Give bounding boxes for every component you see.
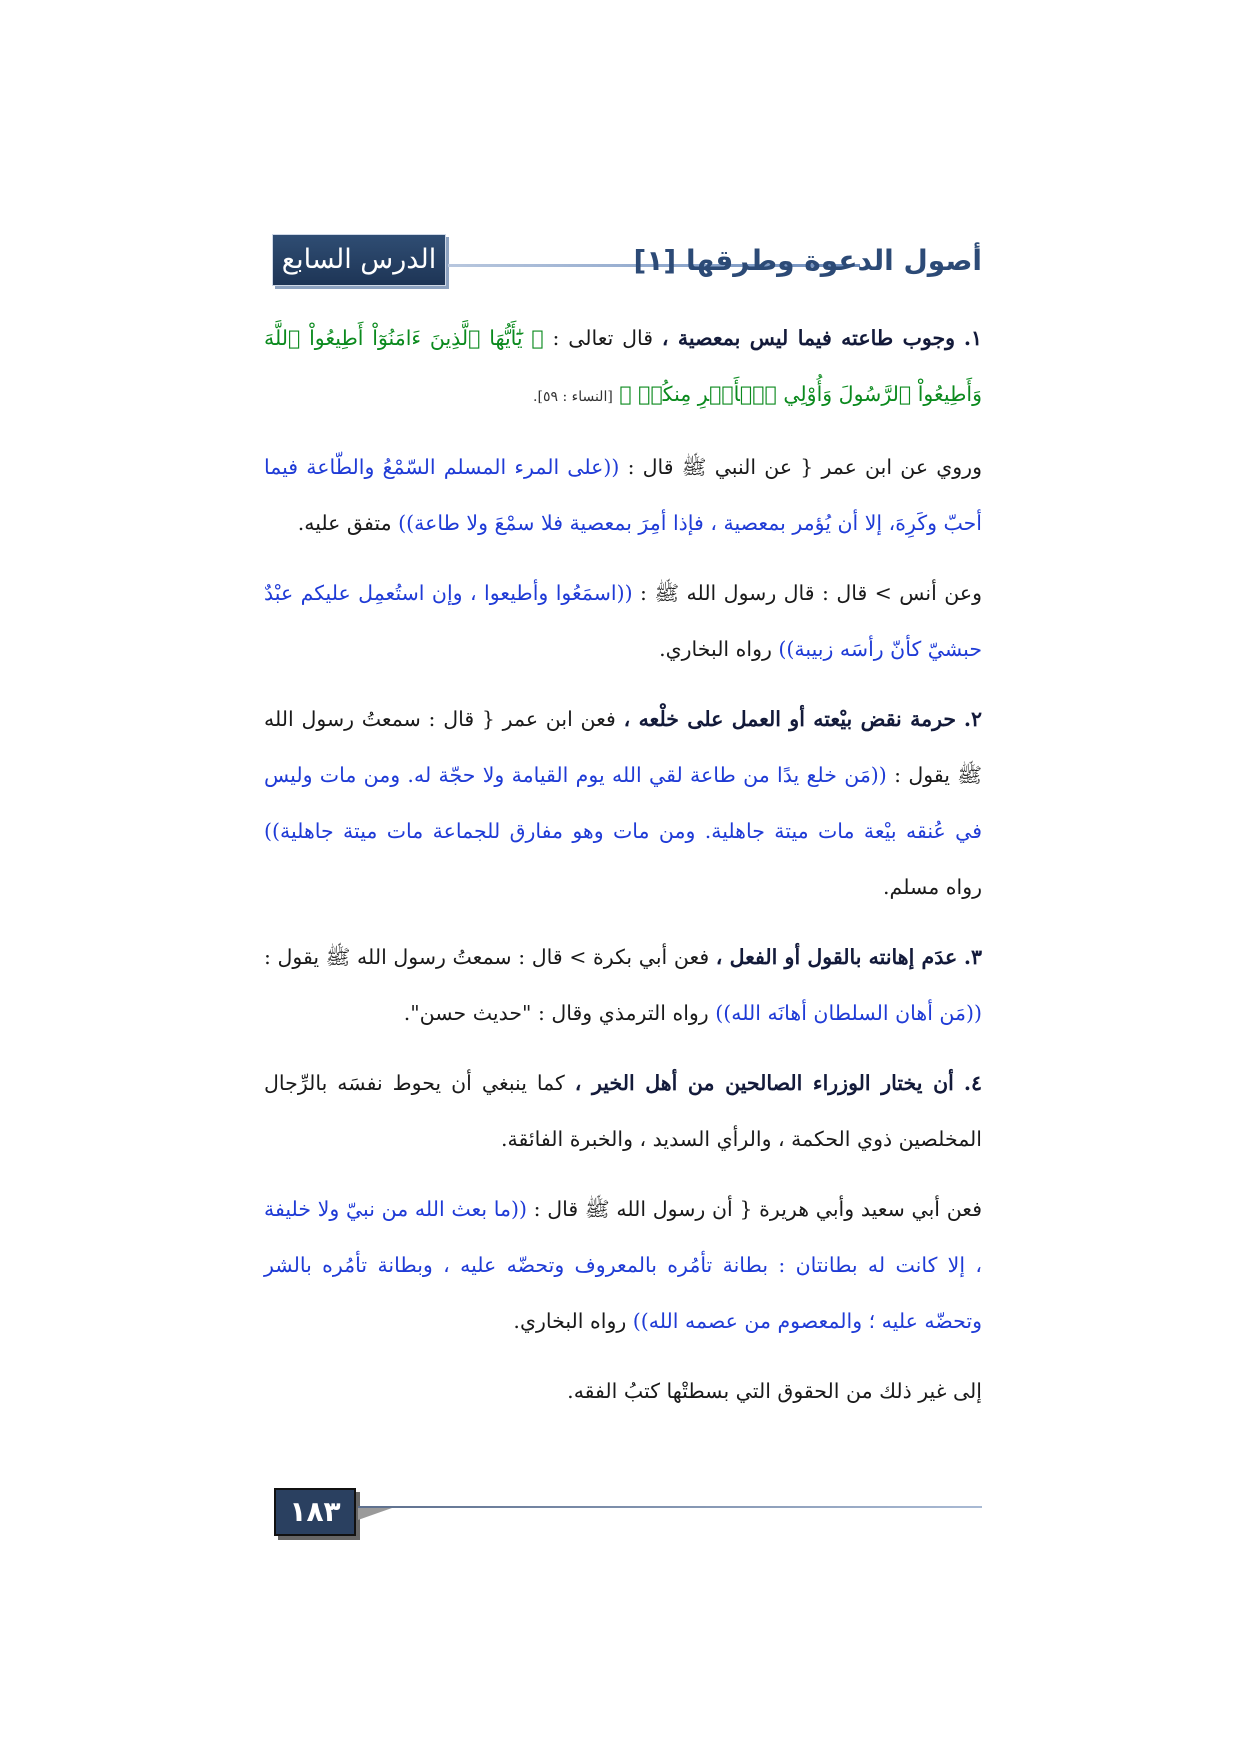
paragraph-2-intro: وعن أنس > قال : قال رسول الله ﷺ :: [640, 581, 982, 605]
paragraph-ibn-umar: [264, 439, 982, 551]
section-4-text: كما ينبغي أن يحوط نفسَه بالرِّجال المخلصين ذوي الحكمة ، والرأي السديد ، والخبرة الفائقة.: [264, 1071, 982, 1151]
hadith-2-source: رواه البخاري.: [659, 637, 772, 661]
section-3: [264, 929, 982, 1041]
section-1-intro: قال تعالى :: [552, 326, 654, 350]
section-1: [264, 310, 982, 425]
section-2-number: ٢.: [963, 707, 982, 731]
paragraph-1-intro: وروي عن ابن عمر { عن النبي ﷺ قال :: [627, 455, 982, 479]
page-body: [264, 310, 982, 1433]
footer-divider: [358, 1506, 982, 1508]
hadith-1: ((على المرء المسلم السّمْعُ والطّاعة فيما أحبّ وكَرِهَ، إلا أن يُؤمر بمعصية ، فإذا أمِرَ بمعصية فلا سمْعَ ولا طاعة)): [264, 455, 982, 535]
hadith-4-source: رواه الترمذي وقال : "حديث حسن".: [403, 1001, 709, 1025]
section-4-heading: أن يختار الوزراء الصالحين من أهل الخير ،: [574, 1071, 954, 1095]
section-3-intro: فعن أبي بكرة > قال : سمعتُ رسول الله ﷺ يقول :: [264, 945, 710, 969]
hadith-2: ((اسمَعُوا وأطيعوا ، وإن استُعمِل عليكم عبْدٌ حبشيّ كأنّ رأسَه زبيبة)): [264, 581, 982, 661]
paragraph-abu-said: [264, 1181, 982, 1349]
section-1-heading: وجوب طاعته فيما ليس بمعصية ،: [661, 326, 956, 350]
section-2-intro: فعن ابن عمر { قال : سمعتُ رسول الله ﷺ يقول :: [264, 707, 982, 787]
section-3-heading: عدَم إهانته بالقول أو الفعل ،: [715, 945, 958, 969]
paragraph-3-intro: فعن أبي سعيد وأبي هريرة { أن رسول الله ﷺ قال :: [533, 1197, 982, 1221]
hadith-1-source: متفق عليه.: [297, 511, 392, 535]
section-2: [264, 691, 982, 915]
hadith-3-source: رواه مسلم.: [883, 875, 982, 899]
hadith-5-source: رواه البخاري.: [513, 1309, 627, 1333]
hadith-5: ((ما بعث الله من نبيّ ولا خليفة ، إلا كانت له بطانتان : بطانة تأمُره بالمعروف وتحضّه عليه ، وبطانة تأمُره بالشر وتحضّه عليه ؛ والمعصوم من عصمه الله)): [264, 1197, 982, 1333]
section-2-heading: حرمة نقض بيْعته أو العمل على خلْعه ،: [623, 707, 957, 731]
quran-verse: ﴿ يَٰٓأَيُّهَا ٱلَّذِينَ ءَامَنُوٓاْ أَطِيعُواْ ٱللَّهَ وَأَطِيعُواْ ٱلرَّسُولَ وَأُوْلِي ٱلۡأَمۡرِ مِنكُمۡ ﴾: [264, 326, 982, 406]
hadith-3: ((مَن خلع يدًا من طاعة لقي الله يوم القيامة ولا حجّة له. ومن مات وليس في عُنقه بيْعة مات ميتة جاهلية. ومن مات وهو مفارق للجماعة مات ميتة جاهلية)): [264, 763, 982, 843]
page-footer: [274, 1488, 982, 1540]
section-4: [264, 1055, 982, 1167]
section-1-number: ١.: [963, 326, 982, 350]
hadith-4: ((مَن أهان السلطان أهانَه الله)): [715, 1001, 982, 1025]
closing-line: إلى غير ذلك من الحقوق التي بسطتْها كتبُ الفقه.: [567, 1379, 982, 1403]
footer-shadow: [358, 1508, 392, 1520]
lesson-label-box: [272, 234, 446, 286]
verse-reference: [النساء : ٥٩].: [533, 389, 613, 405]
page-number: ١٨٣: [274, 1488, 356, 1536]
page-title: أصول الدعوة وطرقها [١]: [633, 244, 982, 277]
paragraph-anas: [264, 565, 982, 677]
lesson-label: الدرس السابع: [281, 244, 437, 275]
section-4-number: ٤.: [963, 1071, 982, 1095]
section-3-number: ٣.: [963, 945, 982, 969]
page-header: [270, 232, 982, 292]
